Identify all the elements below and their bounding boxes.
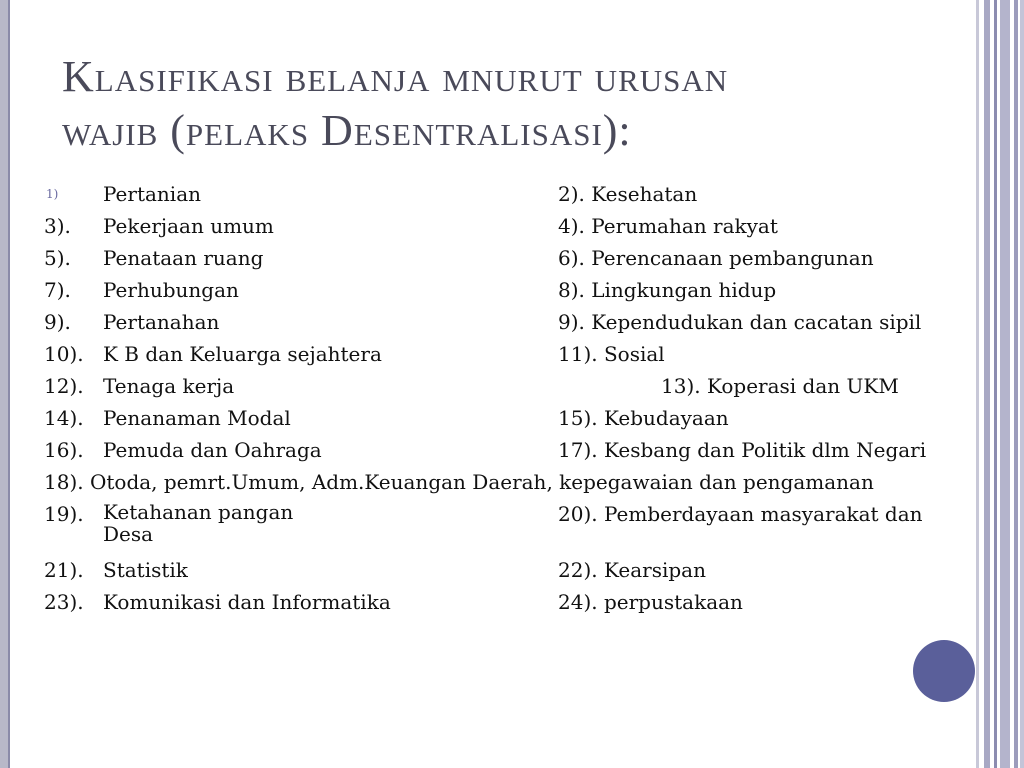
item-right: 2). Kesehatan bbox=[558, 182, 698, 206]
list-item bbox=[44, 212, 974, 244]
item-number: 10). bbox=[44, 342, 84, 366]
right-decoration bbox=[976, 0, 1024, 768]
item-right: 13). Koperasi dan UKM bbox=[661, 374, 899, 398]
list-item bbox=[44, 276, 974, 308]
item-right: 22). Kearsipan bbox=[558, 558, 706, 582]
item-number: 16). bbox=[44, 438, 84, 462]
item-right: 6). Perencanaan pembangunan bbox=[558, 246, 874, 270]
item-number: 3). bbox=[44, 214, 71, 238]
list-item bbox=[44, 500, 974, 556]
item-left: Komunikasi dan Informatika bbox=[103, 590, 391, 614]
item-left: Penanaman Modal bbox=[103, 406, 291, 430]
item-right: 24). perpustakaan bbox=[558, 590, 743, 614]
list-item bbox=[44, 436, 974, 468]
classification-list bbox=[44, 180, 974, 620]
list-item bbox=[44, 244, 974, 276]
left-border-line bbox=[8, 0, 10, 768]
item-right: 15). Kebudayaan bbox=[558, 406, 729, 430]
item-right: 4). Perumahan rakyat bbox=[558, 214, 778, 238]
item-left-line-1: Ketahanan pangan bbox=[103, 500, 294, 524]
list-item bbox=[44, 308, 974, 340]
title-line-2: wajib (pelaks Desentralisasi): bbox=[62, 106, 632, 155]
item-right: 20). Pemberdayaan masyarakat dan bbox=[558, 502, 923, 526]
item-number: 1) bbox=[46, 187, 59, 201]
item-number: 19). bbox=[44, 502, 84, 526]
title-line-1: Klasifikasi belanja mnurut urusan bbox=[62, 52, 729, 101]
item-number: 23). bbox=[44, 590, 84, 614]
item-left: Pemuda dan Oahraga bbox=[103, 438, 322, 462]
item-right: 9). Kependudukan dan cacatan sipil bbox=[558, 310, 922, 334]
list-item bbox=[44, 180, 974, 212]
list-item bbox=[44, 404, 974, 436]
item-right: 8). Lingkungan hidup bbox=[558, 278, 777, 302]
list-item bbox=[44, 556, 974, 588]
item-left: Pertanahan bbox=[103, 310, 220, 334]
item-left: Pekerjaan umum bbox=[103, 214, 274, 238]
item-left-line-2: Desa bbox=[103, 522, 154, 546]
decorative-circle bbox=[913, 640, 975, 702]
item-left: Penataan ruang bbox=[103, 246, 264, 270]
item-number: 12). bbox=[44, 374, 84, 398]
item-right: 11). Sosial bbox=[558, 342, 665, 366]
item-left: Pertanian bbox=[103, 182, 201, 206]
left-border bbox=[0, 0, 8, 768]
item-left: Perhubungan bbox=[103, 278, 239, 302]
list-item bbox=[44, 372, 974, 404]
item-left: K B dan Keluarga sejahtera bbox=[103, 342, 382, 366]
item-right: 17). Kesbang dan Politik dlm Negari bbox=[558, 438, 927, 462]
item-number: 9). bbox=[44, 310, 71, 334]
list-item bbox=[44, 340, 974, 372]
item-left: Statistik bbox=[103, 558, 188, 582]
slide-title bbox=[62, 50, 962, 158]
item-left bbox=[103, 500, 293, 544]
item-number: 5). bbox=[44, 246, 71, 270]
item-number: 7). bbox=[44, 278, 71, 302]
item-left: Tenaga kerja bbox=[103, 374, 235, 398]
item-full: 18). Otoda, pemrt.Umum, Adm.Keuangan Daerah, kepegawaian dan pengamanan bbox=[44, 470, 874, 494]
item-number: 14). bbox=[44, 406, 84, 430]
list-item bbox=[44, 468, 974, 500]
list-item bbox=[44, 588, 974, 620]
item-number: 21). bbox=[44, 558, 84, 582]
